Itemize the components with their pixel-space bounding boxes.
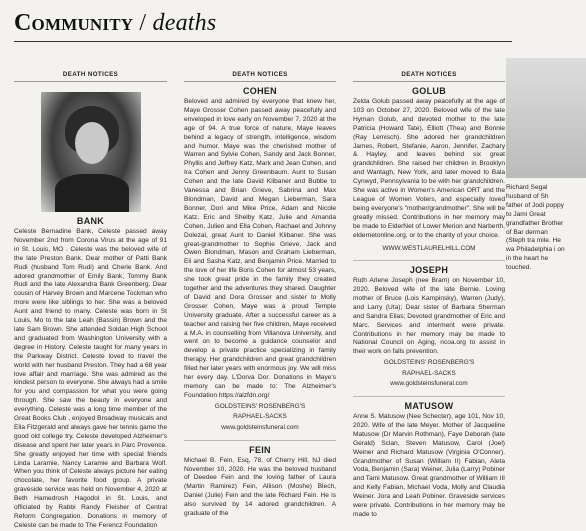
portrait-face — [75, 122, 109, 164]
obituary-name: GOLUB — [412, 86, 446, 96]
section-name: Community — [14, 10, 134, 36]
obituary-name: COHEN — [242, 86, 277, 96]
funeral-home-link[interactable]: www.goldsteinsfuneral.com — [390, 380, 468, 388]
obituary-text: Zelda Golub passed away peacefully at the age of 103 on October 27, 2020. Beloved wife of the late Hyman Golub, and devoted mother to the late Patricia (Howard Tate), Elliott (Thea) and Bonnie (Ray Lemisch). She adored her grandchildren James, Robert, Stefanie, Aaron, Jennifer, Zachary & Hayley, and leaves behind six great grandchildren. She raised her children in Brooklyn and Wantagh, New York, and later moved to Bala Cynwyd, Pennsylvania to be with her grandchildren. She was active in Women's American ORT and the League of Women Voters, and especially loved being everyone's "mother/grandmother". She will be greatly missed. Contributions in her memory may be made to ElderNet of Lower Merion and Narberth, eldernetonline.org, or to the charity of your choice. — [353, 98, 505, 239]
header-rule — [14, 41, 512, 42]
funeral-home-link[interactable]: WWW.WESTLAURELHILL.COM — [382, 244, 476, 252]
obituary-name: MATUSOW — [404, 401, 454, 412]
divider — [184, 440, 336, 441]
column-bank — [14, 48, 167, 529]
column-golub — [353, 48, 505, 518]
funeral-home-line: RAPHAEL-SACKS — [233, 413, 287, 421]
funeral-home-line: GOLDSTEINS' ROSENBERG'S — [383, 359, 475, 367]
death-notices-label: DEATH NOTICES — [184, 68, 336, 82]
section-separator: / — [133, 10, 153, 36]
obituary-name: JOSEPH — [409, 265, 449, 276]
funeral-home-link[interactable]: www.goldsteinsfuneral.com — [221, 424, 299, 431]
obituary-text: Richard Segal husband of Sh father of Jodi poppy to Jami Great grandfather Brother of Bar derman (Steph tra mile. He wa Philadelphia i on in the heart he touched. — [506, 184, 565, 272]
death-notices-label: DEATH NOTICES — [14, 68, 167, 82]
obituary-name: FEIN — [249, 444, 271, 455]
obituary-text: Celeste Bernadine Bank, Celeste passed away November 2nd from Corona Virus at the age of 91 in St. Louis, MO . Celeste was the beloved wife of the late Preston Bank. Dear mother of Patti Bank Rudi (husband Tom Rudi) and Cherie Bank. And adored grandmother of Emily Bank, Tommy Bank Rudi and the late Alexandra Bank Greenberg. Dear cousin of Harvey Brown and Marcene Tockman who more were like siblings to her. She was a beloved Aunt and friend to many. Celeste was born in St Louis, Mo to the late Leah (Bassin) Brown and the late Sam Brown. She attended Soldan High School and graduated from Washington University with a degree in History. Celeste taught for many years in the Parkway District. Celeste loved to travel the world with her husband Preston. They had a 68 year love affair and marriage. She was admired as the kindest person to everyone. She always had a smile for you and compassion for what you were going through. She saw the beauty in everyone and everything. Celeste was a long time member of the Great Books Club , enjoyed Broadway musicals and Ella Fitzgerald and always gave her tennis game the good old college try. Celeste developed Alzheimer's disease and spent her later years in Parc Provence. She greatly enjoyed her time with special friends Linda Laramie, Nancy Laramie and Barbara Wolf. When you think of Celeste always picture her eating chocolate, her favorite food group. A private graveside service was held on November 4, 2020 at Beth Hamedrosh Hagodol in St. Louis, and officiated by Rabbi Randy Fleisher of Central Reform Congregation. Donations in memory of Celeste can be made to The Ferencz Foundation — [14, 228, 167, 529]
portrait-photo — [506, 58, 586, 178]
divider — [353, 260, 505, 261]
column-segal-partial — [506, 48, 566, 512]
obituary-text: Anne S. Matusow (Nee Schecter), age 101, Nov 10, 2020. Wife of the late Meyer. Mother of Jacqueline Matusow (Dr Marvin Rothman), Faye Deborah (late Gerald) Sclan, Steven Matusow, Carol (Joel) Weiner and Richard Matusow (Virginia O'Conner). Grandmother of Susan (William II) Fabian, Aleta Voda, Benjamin (Sara) Weiner, Julia (Larry) Pobiner and Tami Matusow. Great grandmother of William III and Kelly Fabian, Michael Voda, Molly and Claudia Weiner. Jora and Leah Pobiner. Graveside services were private. Contributions in her memory may be made to — [353, 413, 505, 518]
divider — [353, 396, 505, 397]
death-notices-label: DEATH NOTICES — [353, 68, 505, 82]
obituary-text: Michael B. Fein, Esq, 78, of Cherry Hill, NJ died November 10, 2020. He was the beloved husband of Deedee Fein and the loving father of Laura (Martin Ramirez) Fein, Allison (Moshe) Blech, Daniel (Julie) Fein and the late Richard Fein. He is also survived by 14 adored grandchildren. A graduate of the — [184, 456, 336, 518]
obituary-name: BANK — [76, 216, 105, 226]
section-header — [14, 4, 512, 40]
portrait-photo — [41, 92, 141, 212]
column-cohen — [184, 48, 336, 518]
section-title — [14, 10, 216, 37]
funeral-home-line: GOLDSTEINS' ROSENBERG'S — [214, 402, 306, 410]
subsection-name: deaths — [152, 10, 217, 36]
portrait-shoulders — [55, 174, 129, 212]
obituary-text: Beloved and admired by everyone that knew her, Maye Grosser Cohen passed away peacefully and enveloped in love early on November 7, 2020 at the age of 94. A true force of nature, Maye leaves behind a legacy of strength, intelligence, wisdom and humor. Maye was the cherished mother of Warren and Sylvie Cohen, Sandy and Jack Bonner, Phyllis and Jeffrey Katz, Mark and Jean Cohen, and Ira Cohen and Jenny Greenbaum. Aunt to Susan Cohen and the late David Klibaner and Bubbe to Vanessa and Brian Grieve, Sabrina and Max Blondman, David and Megan Lieberman, Sara Bonner, Dori and Mike Price, Adam and Nicole Katz, Eric and Shelby Katz, Julie and Amanda Cohen, Julien and Ella Cohen, Rachael and Johnny Dolezal, great Aunt to Daniel Klibaner. She was great-grandmother to Sophie Grieve, Jack and Owen Blondman, Mason and Graham Lieberman, Eli and Sasha Katz, and Benjamin Price. Married to the love of her life Boris Cohen for almost 53 years, she took great pride in the family they created together and the adventures they shared. Daughter of David and Dora Grosser and sister to Molly Grosser Cohen, Maye was a proud Temple University graduate. After a successful career as a teacher and raising her five children, Maye received a M.A. in counselling from Villanova University, and went on to become a guidance counselor and develop a private practice specializing in family therapy. Her grandchildren and great grandchildren filled her later years with enormous joy. We will miss her every day. L'Dorva Dor. Donations in Maye's memory can be made to: The Alzheimer's Foundation https://alzfdn.org/ — [184, 98, 336, 399]
obituary-text: Ruth Arlene Joseph (nee Bram) on November 10, 2020. Beloved wife of the late Bernie. Loving mother of Bruce (Lois Kampinsky), Warren (Judy), and Larry (Uta); Dear sister of Barbara Sherman and Sandra Elias; Devoted grandmother of Eric and Marc. Services and interment were private. Contributions in her memory may be made to National Council on Aging, ncoa.org to assist in their work on falls prevention. — [353, 277, 505, 356]
funeral-home-line: RAPHAEL-SACKS — [402, 369, 456, 377]
